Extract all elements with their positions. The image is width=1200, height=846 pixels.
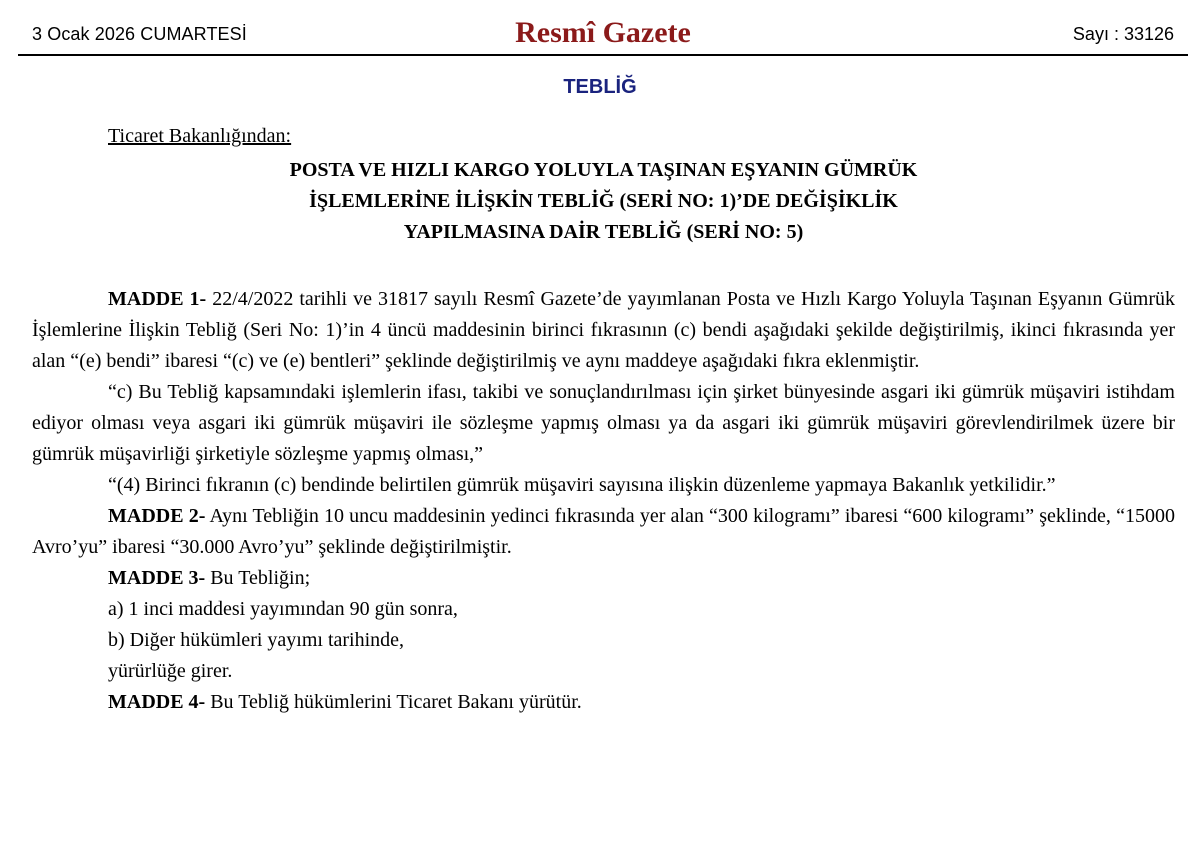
article-1-text: 22/4/2022 tarihli ve 31817 sayılı Resmî Gazete’de yayımlanan Posta ve Hızlı Kargo Yoluyla Taşınan Eşyanın Gümrük İşlemlerine İlişkin Tebliğ (Seri No: 1)’in 4 üncü maddesinin birinci fıkrasının (c) bendi aşağıdaki şekilde değiştirilmiş, ikinci fıkrasında yer alan “(e) bendi” ibaresi “(c) ve (e) bentleri” şeklinde değiştirilmiş ve aynı maddeye aşağıdaki fıkra eklenmiştir. — [32, 288, 1175, 372]
document-title-line-3: YAPILMASINA DAİR TEBLİĞ (SERİ NO: 5) — [403, 221, 804, 243]
article-3-item-a: a) 1 inci maddesi yayımından 90 gün sonra, — [108, 598, 458, 620]
issue-number: Sayı : 33126 — [1072, 24, 1174, 44]
article-3-item-b: b) Diğer hükümleri yayımı tarihinde, — [108, 629, 405, 651]
article-1 — [32, 284, 1175, 377]
quoted-clause-c: “c) Bu Tebliğ kapsamındaki işlemlerin ifası, takibi ve sonuçlandırılması için şirket bünyesinde asgari iki gümrük müşaviri istihdam ediyor olması veya asgari iki gümrük müşaviri ile sözleşme yapmış olması ya da asgari iki gümrük müşaviri görevlendirilmek üzere bir gümrük müşavirliği şirketiyle sözleşme yapmış olması,” — [32, 381, 1175, 465]
gazette-title: Resmî Gazete — [515, 16, 691, 49]
ministry-name: Ticaret Bakanlığından: — [108, 125, 292, 147]
article-2 — [32, 501, 1175, 563]
section-heading: TEBLİĞ — [563, 76, 637, 98]
gazette-header — [18, 14, 1188, 56]
document-title — [32, 155, 1175, 248]
document-title-line-1: POSTA VE HIZLI KARGO YOLUYLA TAŞINAN EŞYANIN GÜMRÜK — [289, 159, 918, 181]
quoted-paragraph-4: “(4) Birinci fıkranın (c) bendinde belirtilen gümrük müşaviri sayısına ilişkin düzenleme yapmaya Bakanlık yetkilidir.” — [108, 474, 1056, 496]
publication-date: 3 Ocak 2026 CUMARTESİ — [32, 24, 247, 44]
article-2-text: Aynı Tebliğin 10 uncu maddesinin yedinci fıkrasında yer alan “300 kilogramı” ibaresi “600 kilogramı” şeklinde, “15000 Avro’yu” ibaresi “30.000 Avro’yu” şeklinde değiştirilmiştir. — [32, 505, 1175, 558]
document-title-line-2: İŞLEMLERİNE İLİŞKİN TEBLİĞ (SERİ NO: 1)’DE DEĞİŞİKLİK — [309, 190, 898, 212]
article-4-label: MADDE 4- — [108, 691, 206, 713]
article-3-label: MADDE 3- — [108, 567, 206, 589]
article-1-label: MADDE 1- — [108, 288, 207, 310]
article-2-label: MADDE 2- — [108, 505, 206, 527]
article-4 — [32, 687, 1175, 718]
document-body — [32, 284, 1175, 718]
article-3-closing: yürürlüğe girer. — [108, 660, 233, 682]
article-3 — [32, 563, 1175, 594]
article-4-text: Bu Tebliğ hükümlerini Ticaret Bakanı yürütür. — [205, 691, 582, 713]
article-3-text: Bu Tebliğin; — [205, 567, 311, 589]
